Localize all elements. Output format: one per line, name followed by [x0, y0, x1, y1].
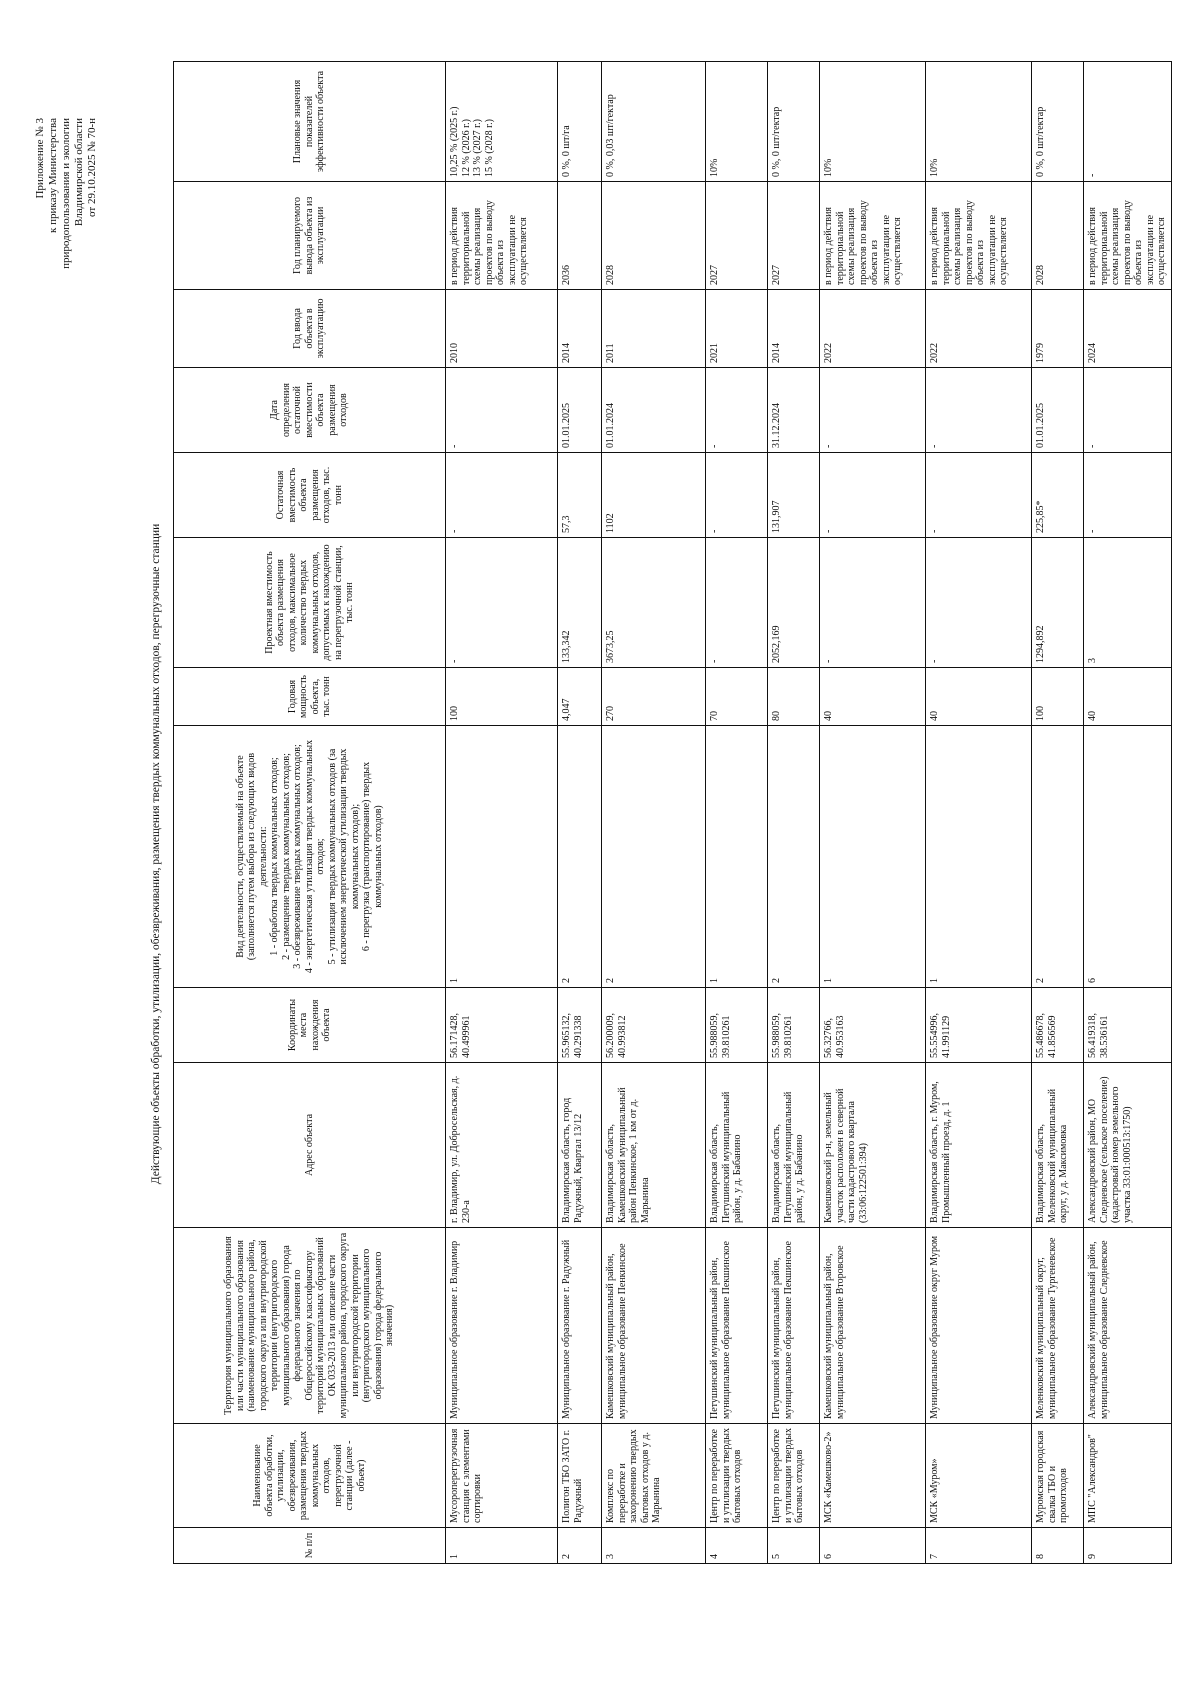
cell-name: Комплекс по переработке и захоронению твердых бытовых отходов у д. Марынина — [602, 1424, 706, 1528]
appendix-line: Владимирской области — [72, 118, 85, 227]
cell-activity: 6 — [1084, 726, 1172, 988]
cell-territory: Александровский муниципальный район, муниципальное образование Следневское — [1084, 1228, 1172, 1424]
appendix-note — [34, 118, 99, 448]
table-row — [1084, 62, 1172, 1564]
cell-num: 8 — [1032, 1528, 1084, 1564]
cell-residual: 57,3 — [558, 453, 602, 538]
cell-residual: 1102 — [602, 453, 706, 538]
cell-residual: 225,85* — [1032, 453, 1084, 538]
cell-num: 4 — [706, 1528, 768, 1564]
cell-residual-date: - — [706, 368, 768, 453]
cell-residual-date: 31.12.2024 — [768, 368, 820, 453]
header-end-year: Год планируемого вывода объекта из эксплуатации — [174, 182, 446, 290]
cell-start-year: 2022 — [820, 290, 926, 368]
cell-name: Центр по переработке и утилизации твердых бытовых отходов — [768, 1424, 820, 1528]
cell-territory: Петушинский муниципальный район, муниципальное образование Пекшинское — [706, 1228, 768, 1424]
cell-name: МСК «Камешково-2» — [820, 1424, 926, 1528]
cell-num: 5 — [768, 1528, 820, 1564]
cell-activity: 2 — [1032, 726, 1084, 988]
cell-start-year: 2022 — [926, 290, 1032, 368]
cell-capacity: 40 — [926, 668, 1032, 726]
table-row — [768, 62, 820, 1564]
cell-residual-date: - — [1084, 368, 1172, 453]
cell-coords: 56.171428, 40.499961 — [446, 988, 558, 1063]
header-num: № п/п — [174, 1528, 446, 1564]
cell-design: 2052,169 — [768, 538, 820, 668]
cell-activity: 1 — [820, 726, 926, 988]
cell-start-year: 2024 — [1084, 290, 1172, 368]
appendix-line: Приложение № 3 — [34, 118, 46, 199]
cell-residual: - — [706, 453, 768, 538]
cell-address: Владимирская область, г. Муром, Промышленный проезд, д. 1 — [926, 1063, 1032, 1228]
cell-capacity: 100 — [446, 668, 558, 726]
cell-design: 3673,25 — [602, 538, 706, 668]
cell-residual-date: - — [820, 368, 926, 453]
header-activity — [174, 726, 446, 988]
cell-coords: 56.32766, 40.953163 — [820, 988, 926, 1063]
cell-targets-text: 10,25 % (2025 г.) 12 % (2026 г.) 13 % (2027 г.) 15 % (2028 г.) — [449, 106, 495, 177]
cell-name: Муромская городская свалка ТБО и промотходов — [1032, 1424, 1084, 1528]
cell-address: Владимирская область, Камешковский муниципальный район Пенкинское, 1 км от д. Марынина — [602, 1063, 706, 1228]
cell-targets: 0 %, 0 шт/гектар — [768, 62, 820, 182]
cell-num: 2 — [558, 1528, 602, 1564]
header-coords: Координаты места нахождения объекта — [174, 988, 446, 1063]
cell-num: 1 — [446, 1528, 558, 1564]
cell-residual: 131,907 — [768, 453, 820, 538]
header-territory: Территория муниципального образования или части муниципального образования (наименование муниципального района, городского округа или внутригородской территории (внутригородского муниципального образования) города федерального значения по Общероссийскому классификатору территорий муниципальных образований ОК 033-2013 или описание части муниципального района, городского округа или внутригородской территории (внутригородского муниципального образования) города федерального значения) — [174, 1228, 446, 1424]
cell-coords: 55.965132, 40.291338 — [558, 988, 602, 1063]
cell-activity: 1 — [446, 726, 558, 988]
cell-activity: 2 — [558, 726, 602, 988]
cell-activity: 1 — [926, 726, 1032, 988]
cell-start-year: 2011 — [602, 290, 706, 368]
cell-capacity: 270 — [602, 668, 706, 726]
cell-targets: 0 %, 0 шт/га — [558, 62, 602, 182]
cell-design: - — [446, 538, 558, 668]
cell-targets — [446, 62, 558, 182]
cell-residual-date: - — [926, 368, 1032, 453]
cell-capacity: 4,047 — [558, 668, 602, 726]
cell-residual: - — [820, 453, 926, 538]
cell-coords: 55.486678, 41.856569 — [1032, 988, 1084, 1063]
cell-residual-date: 01.01.2025 — [1032, 368, 1084, 453]
cell-num: 7 — [926, 1528, 1032, 1564]
cell-design: - — [706, 538, 768, 668]
header-capacity: Годовая мощность объекта, тыс. тонн — [174, 668, 446, 726]
cell-targets: 0 %, 0,03 шт/гектар — [602, 62, 706, 182]
cell-start-year: 2021 — [706, 290, 768, 368]
cell-territory: Муниципальное образование г. Владимир — [446, 1228, 558, 1424]
cell-activity: 2 — [602, 726, 706, 988]
cell-end-year: 2036 — [558, 182, 602, 290]
cell-name: Мусороперегрузочная станция с элементами сортировки — [446, 1424, 558, 1528]
cell-num: 6 — [820, 1528, 926, 1564]
cell-end-year: в период действия территориальной схемы реализация проектов по выводу объекта из эксплуатации не осуществляется — [1084, 182, 1172, 290]
cell-num: 9 — [1084, 1528, 1172, 1564]
cell-activity: 1 — [706, 726, 768, 988]
header-design: Проектная вместимость объекта размещения отходов, максимальное количество твердых коммунальных отходов, допустимых к нахождению на перегрузочной станции, тыс. тонн — [174, 538, 446, 668]
cell-targets: 0 %, 0 шт/гектар — [1032, 62, 1084, 182]
table-row — [1032, 62, 1084, 1564]
cell-address: Владимирская область, Петушинский муниципальный район, у д. Бабанино — [768, 1063, 820, 1228]
header-address: Адрес объекта — [174, 1063, 446, 1228]
cell-residual-date: 01.01.2025 — [558, 368, 602, 453]
cell-territory: Муниципальное образование округ Муром — [926, 1228, 1032, 1424]
table-row — [558, 62, 602, 1564]
header-residual: Остаточная вместимость объекта размещения отходов, тыс. тонн — [174, 453, 446, 538]
cell-end-year: 2027 — [768, 182, 820, 290]
cell-design: - — [820, 538, 926, 668]
header-targets: Плановые значения показателей эффективности объекта — [174, 62, 446, 182]
appendix-line: к приказу Министерства — [46, 118, 59, 233]
document-title: Действующие объекты обработки, утилизации, обезвреживания, размещения твердых коммунальных отходов, перегрузочные станции — [150, 523, 162, 1185]
cell-capacity: 100 — [1032, 668, 1084, 726]
table-row — [446, 62, 558, 1564]
cell-activity: 2 — [768, 726, 820, 988]
cell-end-year: 2028 — [1032, 182, 1084, 290]
cell-end-year: 2028 — [602, 182, 706, 290]
cell-targets: 10% — [820, 62, 926, 182]
appendix-line: от 29.10.2025 № 70-н — [85, 118, 98, 217]
table-row — [926, 62, 1032, 1564]
cell-end-year: в период действия территориальной схемы реализация проектов по выводу объекта из эксплуатации не осуществляется — [446, 182, 558, 290]
cell-name: МСК «Муром» — [926, 1424, 1032, 1528]
cell-design: 3 — [1084, 538, 1172, 668]
cell-name: Полигон ТБО ЗАТО г. Радужный — [558, 1424, 602, 1528]
cell-design: - — [926, 538, 1032, 668]
cell-capacity: 80 — [768, 668, 820, 726]
cell-end-year: в период действия территориальной схемы реализация проектов по выводу объекта из эксплуатации не осуществляется — [926, 182, 1032, 290]
table-row — [602, 62, 706, 1564]
cell-targets: 10% — [926, 62, 1032, 182]
cell-name: Центр по переработке и утилизации твердых бытовых отходов — [706, 1424, 768, 1528]
cell-residual-date: - — [446, 368, 558, 453]
cell-address: Владимирская область, город Радужный, Квартал 13/12 — [558, 1063, 602, 1228]
cell-start-year: 2014 — [558, 290, 602, 368]
cell-address: Камешковский р-н, земельный участок расположен в северной части кадастрового квартала (33:06:122501:394) — [820, 1063, 926, 1228]
cell-num: 3 — [602, 1528, 706, 1564]
cell-residual: - — [1084, 453, 1172, 538]
cell-coords: 56.200009, 40.993812 — [602, 988, 706, 1063]
cell-territory: Камешковский муниципальный район, муниципальное образование Второвское — [820, 1228, 926, 1424]
cell-coords: 55.554996, 41.991129 — [926, 988, 1032, 1063]
header-activity-text: Вид деятельности, осуществляемый на объекте (заполняется путем выбора из следующих видов деятельности: 1 - обработка твердых коммунальных отходов; 2 - размещение твердых коммунальных отходов; 3 - обезвреживание твердых коммунальных отходов; 4 - энергетическая утилизация твердых коммунальных отходов; 5 - утилизация твердых коммунальных отходов (за исключением энергетической утилизации твердых коммунальных отходов); 6 - перегрузка (транспортирование) твердых коммунальных отходов) — [234, 739, 384, 974]
table-row — [820, 62, 926, 1564]
cell-end-year: в период действия территориальной схемы реализация проектов по выводу объекта из эксплуатации не осуществляется — [820, 182, 926, 290]
cell-capacity: 40 — [820, 668, 926, 726]
cell-address: Александровский район, МО Следневское (сельское поселение) (кадастровый номер земельного участка 33:01:000513:1750) — [1084, 1063, 1172, 1228]
cell-coords: 55.988059, 39.810261 — [706, 988, 768, 1063]
cell-name: МПС "Александров" — [1084, 1424, 1172, 1528]
cell-territory: Муниципальное образование г. Радужный — [558, 1228, 602, 1424]
cell-design: 1294,892 — [1032, 538, 1084, 668]
cell-address: Владимирская область, Меленковский муниципальный округ, у д. Максимовка — [1032, 1063, 1084, 1228]
cell-address: Владимирская область, Петушинский муниципальный район, у д. Бабанино — [706, 1063, 768, 1228]
cell-design: 133,342 — [558, 538, 602, 668]
cell-residual: - — [446, 453, 558, 538]
cell-capacity: 70 — [706, 668, 768, 726]
appendix-line: природопользования и экологии — [59, 118, 72, 269]
table-row — [706, 62, 768, 1564]
cell-end-year: 2027 — [706, 182, 768, 290]
cell-coords: 56.419318, 38.536161 — [1084, 988, 1172, 1063]
cell-targets: 10% — [706, 62, 768, 182]
cell-capacity: 40 — [1084, 668, 1172, 726]
cell-address: г. Владимир, ул. Добросельская, д. 230-а — [446, 1063, 558, 1228]
objects-table — [173, 61, 1172, 1564]
cell-targets: - — [1084, 62, 1172, 182]
cell-territory: Петушинский муниципальный район, муниципальное образование Пекшинское — [768, 1228, 820, 1424]
cell-coords: 55.988059, 39.810261 — [768, 988, 820, 1063]
cell-territory: Камешковский муниципальный район, муниципальное образование Пенкинское — [602, 1228, 706, 1424]
cell-start-year: 2010 — [446, 290, 558, 368]
header-name: Наименование объекта обработки, утилизации, обезвреживания, размещения твердых коммунальных отходов, перегрузочной станции (далее - объект) — [174, 1424, 446, 1528]
cell-residual: - — [926, 453, 1032, 538]
cell-residual-date: 01.01.2024 — [602, 368, 706, 453]
cell-territory: Меленковский муниципальный округ, муниципальное образование Тургеневское — [1032, 1228, 1084, 1424]
header-residual-date: Дата определения остаточной вместимости объекта размещения отходов — [174, 368, 446, 453]
cell-start-year: 1979 — [1032, 290, 1084, 368]
cell-start-year: 2014 — [768, 290, 820, 368]
header-start-year: Год ввода объекта в эксплуатацию — [174, 290, 446, 368]
table-header-row — [174, 62, 446, 1564]
